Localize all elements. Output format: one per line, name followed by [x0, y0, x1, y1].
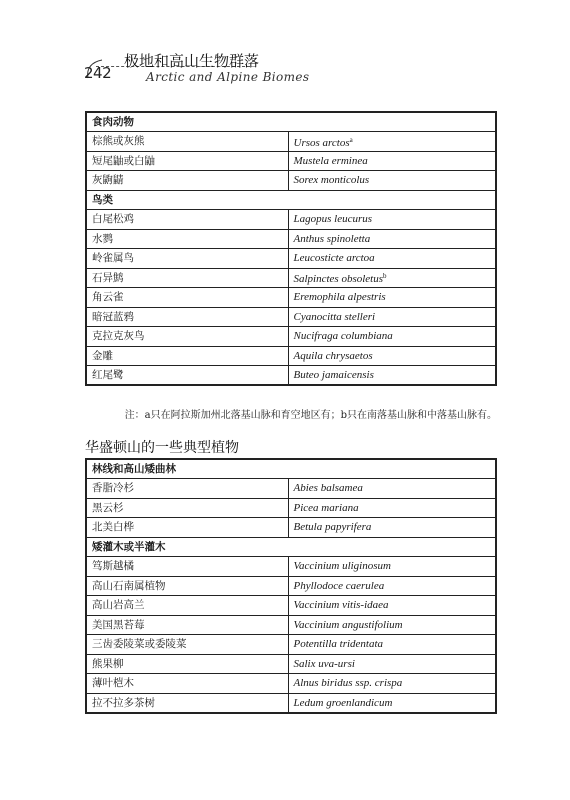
common-name-cell: 棕熊或灰熊 [86, 132, 288, 152]
book-title: 极地和高山生物群落 [124, 52, 260, 70]
common-name-cell: 岭雀属鸟 [86, 249, 288, 269]
table-row [86, 615, 496, 635]
table-row [86, 171, 496, 191]
table-row [86, 346, 496, 366]
common-name-cell: 金雕 [86, 346, 288, 366]
table-group-row [86, 112, 496, 132]
table-row [86, 132, 496, 152]
scientific-name: Mustela erminea [293, 154, 368, 167]
scientific-name-cell [288, 151, 496, 171]
table-row [86, 479, 496, 499]
scientific-name-cell [288, 693, 496, 713]
common-name-cell: 高山岩高兰 [86, 596, 288, 616]
scientific-name: Ursos arctos [293, 136, 350, 149]
scientific-name: Vaccinium vitis-idaea [293, 599, 389, 612]
table-row [86, 151, 496, 171]
scientific-name-cell [288, 498, 496, 518]
page-number: 242 [84, 64, 112, 82]
table-row [86, 268, 496, 288]
scientific-name-cell [288, 249, 496, 269]
scientific-name: Abies balsamea [293, 482, 363, 495]
scientific-name-cell [288, 171, 496, 191]
scientific-name: Picea mariana [293, 501, 359, 514]
table-row [86, 635, 496, 655]
scientific-name-cell [288, 518, 496, 538]
scientific-name: Alnus biridus ssp. crispa [293, 677, 403, 690]
common-name-cell: 角云雀 [86, 288, 288, 308]
scientific-name-cell [288, 635, 496, 655]
common-name-cell: 水鹨 [86, 229, 288, 249]
table-row [86, 498, 496, 518]
scientific-name: Salpinctes obsoletus [293, 273, 384, 286]
table-row [86, 518, 496, 538]
scientific-name: Aquila chrysaetos [293, 349, 373, 362]
scientific-name: Phyllodoce caerulea [293, 579, 385, 592]
page-header [84, 42, 504, 90]
scientific-name: Leucosticte arctoa [293, 252, 375, 265]
common-name-cell: 高山石南属植物 [86, 576, 288, 596]
scientific-name: Anthus spinoletta [293, 232, 371, 245]
scientific-name: Betula papyrifera [293, 521, 372, 534]
scientific-name-cell [288, 346, 496, 366]
table-row [86, 576, 496, 596]
scientific-name: Ledum groenlandicum [293, 696, 393, 709]
table-footnote: 注：a只在阿拉斯加州北落基山脉和育空地区有；b只在南落基山脉和中落基山脉有。 [124, 410, 497, 421]
common-name-cell: 美国黑苔莓 [86, 615, 288, 635]
scientific-name: Sorex monticolus [293, 174, 370, 187]
common-name-cell: 黑云杉 [86, 498, 288, 518]
footnote-marker: b [383, 272, 387, 281]
common-name-cell: 暗冠蓝鸦 [86, 307, 288, 327]
fauna-table [85, 111, 497, 386]
scientific-name: Lagopus leucurus [293, 213, 373, 226]
scientific-name: Buteo jamaicensis [293, 369, 374, 381]
book-subtitle: Arctic and Alpine Biomes [146, 70, 310, 84]
common-name-cell: 红尾鹭 [86, 366, 288, 386]
footnote-marker: a [349, 135, 353, 144]
scientific-name-cell [288, 654, 496, 674]
table-row [86, 249, 496, 269]
scientific-name-cell [288, 229, 496, 249]
group-heading: 鸟类 [86, 190, 496, 210]
scientific-name-cell [288, 210, 496, 230]
scientific-name-cell [288, 268, 496, 288]
common-name-cell: 薄叶桤木 [86, 674, 288, 694]
scientific-name-cell [288, 557, 496, 577]
scientific-name-cell [288, 615, 496, 635]
table-row [86, 693, 496, 713]
table-row [86, 557, 496, 577]
scientific-name-cell [288, 596, 496, 616]
scientific-name: Nucifraga columbiana [293, 330, 393, 343]
scientific-name-cell [288, 576, 496, 596]
scientific-name-cell [288, 132, 496, 152]
common-name-cell: 短尾鼬或白鼬 [86, 151, 288, 171]
table-row [86, 307, 496, 327]
common-name-cell: 三齿委陵菜或委陵菜 [86, 635, 288, 655]
scientific-name: Eremophila alpestris [293, 291, 386, 304]
common-name-cell: 北美白桦 [86, 518, 288, 538]
scientific-name: Vaccinium uliginosum [293, 560, 391, 573]
group-heading: 矮灌木或半灌木 [86, 537, 496, 557]
common-name-cell: 笃斯越橘 [86, 557, 288, 577]
scientific-name: Potentilla tridentata [293, 638, 384, 651]
scientific-name-cell [288, 479, 496, 499]
scientific-name-cell [288, 366, 496, 386]
scientific-name-cell [288, 307, 496, 327]
table-row [86, 327, 496, 347]
scientific-name-cell [288, 288, 496, 308]
table-row [86, 288, 496, 308]
table-row [86, 229, 496, 249]
scientific-name: Vaccinium angustifolium [293, 618, 403, 631]
scientific-name-cell [288, 674, 496, 694]
scientific-name-cell [288, 327, 496, 347]
group-heading: 林线和高山矮曲林 [86, 459, 496, 479]
common-name-cell: 克拉克灰鸟 [86, 327, 288, 347]
common-name-cell: 拉不拉多茶树 [86, 693, 288, 713]
common-name-cell: 灰鼩鼱 [86, 171, 288, 191]
common-name-cell: 香脂冷杉 [86, 479, 288, 499]
table-row [86, 674, 496, 694]
scientific-name: Salix uva-ursi [293, 657, 355, 670]
common-name-cell: 熊果柳 [86, 654, 288, 674]
section-title-plants: 华盛顿山的一些典型植物 [85, 440, 239, 456]
group-heading: 食肉动物 [86, 112, 496, 132]
scientific-name: Cyanocitta stelleri [293, 310, 376, 323]
table-row [86, 210, 496, 230]
table-row [86, 366, 496, 386]
table-row [86, 654, 496, 674]
table-row [86, 596, 496, 616]
common-name-cell: 白尾松鸡 [86, 210, 288, 230]
table-group-row [86, 537, 496, 557]
plants-table [85, 458, 497, 714]
common-name-cell: 石异鹪 [86, 268, 288, 288]
table-group-row [86, 190, 496, 210]
table-group-row [86, 459, 496, 479]
